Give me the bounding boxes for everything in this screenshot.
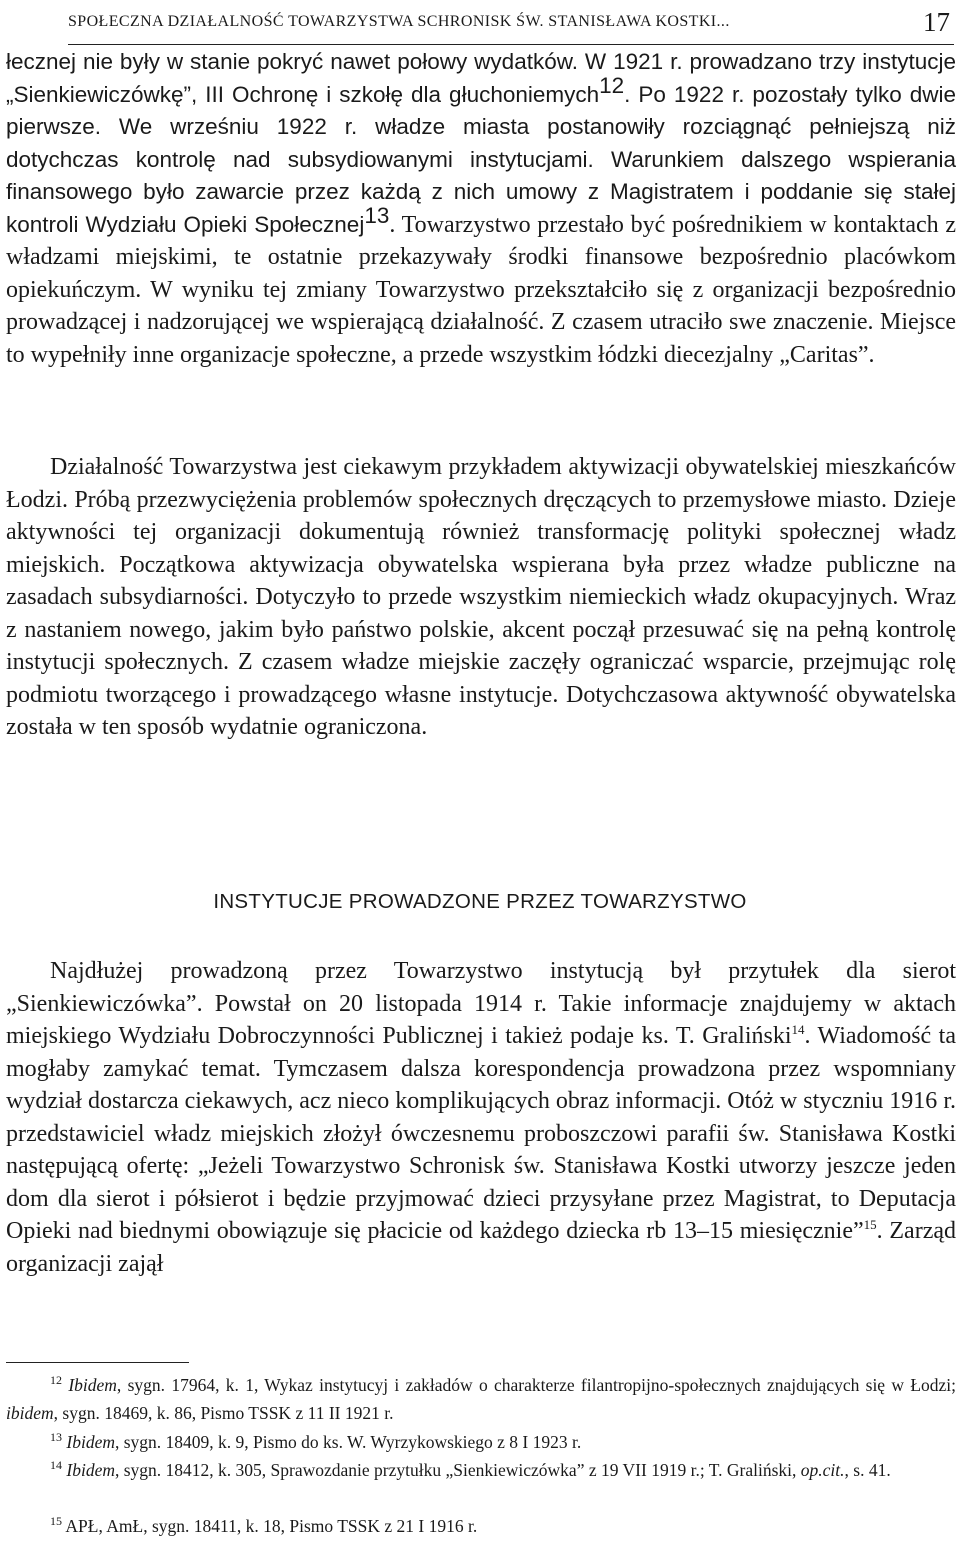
paragraph-1-part-b: . Po 1922 r. pozostały tylko dwie pierwsze. We wrześniu 1922 r.: [6, 81, 956, 139]
footnote-15: [6, 1513, 956, 1541]
paragraph-2: Działalność Towarzystwa jest ciekawym przykładem aktywizacji obywatelskiej mieszkańców Łodzi. Próbą przezwyciężenia problemów społecznych dręczących to przemysłowe miasto. Dzieje aktywności tej organizacji dokumentują również transformację polityki społecznej władz miejskich. Początkowa aktywizacja obywatelska wspierana była przez władze publiczne na zasadach subsydiarności. Dotyczyło to przede wszystkim niemieckich władz okupacyjnych. Wraz z nastaniem nowego, jakim było państwo polskie, akcent począł przesuwać się na pełną kontrolę instytucji społecznych. Z czasem władze miejskie zaczęły ograniczać wsparcie, przejmując rolę podmiotu tworzącego i prowadzącego własne instytucje. Dotychczasowa aktywność obywatelska została w ten sposób wydatnie ograniczona.: [6, 454, 956, 740]
footnote-12-text-a: , sygn. 17964, k. 1, Wykaz instytucyj i zakładów o charakterze filantropijno-społecznych znajdujących się w Łodzi;: [116, 1375, 957, 1395]
footnote-ref-14: 14: [791, 1022, 805, 1037]
footnote-14-number: 14: [50, 1458, 62, 1473]
paragraph-3-part-a: Najdłużej prowadzoną przez Towarzystwo instytucją był przytułek dla sierot „Sienkiewiczówka”. Powstał on 20 listopada 1914 r. Takie informacje znajdujemy w aktach miejskiego Wydziału Dobroczynności Publicznej i takież podaje ks. T. Graliński: [6, 958, 956, 1049]
footnote-12: [6, 1372, 956, 1427]
footnote-ref-12: 12: [599, 72, 625, 98]
footnote-14-ibidem: Ibidem: [66, 1460, 115, 1480]
paragraph-1-part-d: Warunkiem dalszego wspierania finansowego było zawarcie przez każdą z nich umowy z Magistratem i poddanie się stałej kontroli Wydziału Opieki Społecznej: [6, 146, 956, 237]
paragraph-1-part-a: łecznej nie były w stanie pokryć nawet połowy wydatków. W 1921 r. prowadzano trzy instytucje „Sienkiewiczówkę”, III Ochronę i szkołę dla głuchoniemych: [6, 49, 956, 107]
footnote-13-text: , sygn. 18409, k. 9, Pismo do ks. W. Wyrzykowskiego z 8 I 1923 r.: [114, 1432, 582, 1452]
paragraph-1-part-c: władze miasta postanowiły rozciągnąć pełniejszą niż dotychczas kontrolę nad subsydiowanymi instytucjami.: [6, 114, 957, 172]
footnote-15-text: APŁ, AmŁ, sygn. 18411, k. 18, Pismo TSSK z 21 I 1916 r.: [65, 1516, 478, 1536]
page-number: 17: [923, 7, 950, 37]
footnote-12-number: 12: [50, 1373, 62, 1388]
footnote-14: [6, 1457, 956, 1485]
paragraph-3: [6, 955, 956, 1280]
footnote-15-number: 15: [50, 1514, 62, 1529]
footnote-ref-15: 15: [863, 1217, 877, 1232]
running-header: [68, 4, 954, 45]
running-title: SPOŁECZNA DZIAŁALNOŚĆ TOWARZYSTWA SCHRONISK ŚW. STANISŁAWA KOSTKI...: [68, 13, 730, 30]
paragraph-1-part-e: . Towarzystwo przestało być pośrednikiem w kontaktach z władzami miejskimi, te ostatnie przekazywały środki finansowe bezpośrednio placówkom opiekuńczym. W wyniku tej zmiany Towarzystwo przekształciło się z organizacji bezpośrednio prowadzącej i nadzorującej we wspierającą działalność. Z czasem utraciło swe znaczenie. Miejsce to wypełniły inne organizacje społeczne, a przede wszystkim łódzki diecezjalny „Caritas”.: [6, 211, 956, 368]
paragraph-3-part-c: . Zarząd organizacji zajął: [6, 1218, 957, 1277]
footnote-12-ibidem: Ibidem: [68, 1375, 117, 1395]
footnote-12-text-b: , sygn. 18469, k. 86, Pismo TSSK z 11 II 1921 r.: [53, 1402, 394, 1423]
footnote-12-ibidem-2: ibidem: [6, 1402, 54, 1423]
footnote-13: [6, 1429, 956, 1457]
footnote-13-number: 13: [50, 1430, 62, 1445]
paragraph-1: [6, 46, 956, 371]
footnote-14-text-b: , s. 41.: [844, 1460, 891, 1480]
footnote-14-text-a: , sygn. 18412, k. 305, Sprawozdanie przytułku „Sienkiewiczówka” z 19 VII 1919 r.; T. Graliński,: [114, 1460, 801, 1480]
footnote-ref-13: 13: [364, 202, 390, 228]
section-title: INSTYTUCJE PROWADZONE PRZEZ TOWARZYSTWO: [213, 890, 747, 913]
paragraph-3-part-b: . Wiadomość ta mogłaby zamykać temat. Tymczasem dalsza korespondencja prowadzona przez wspomniany wydział dostarcza ciekawych, acz nieco komplikujących obraz informacji. Otóż w styczniu 1916 r. przedstawiciel władz miejskich złożył ówczesnemu proboszczowi parafii św. Stanisława Kostki następującą ofertę: „Jeżeli Towarzystwo Schronisk św. Stanisława Kostki utworzy jeszcze jeden dom dla sierot i półsierot i będzie przyjmować dzieci przysyłane przez Magistrat, to Deputacja Opieki nad biednymi obowiązuje się płacicie od każdego dziecka rb 13–15 miesięcznie”: [6, 1023, 956, 1244]
footnote-divider: [6, 1362, 189, 1363]
footnote-13-ibidem: Ibidem: [66, 1432, 115, 1452]
footnote-14-opcit: op.cit.: [800, 1460, 845, 1480]
